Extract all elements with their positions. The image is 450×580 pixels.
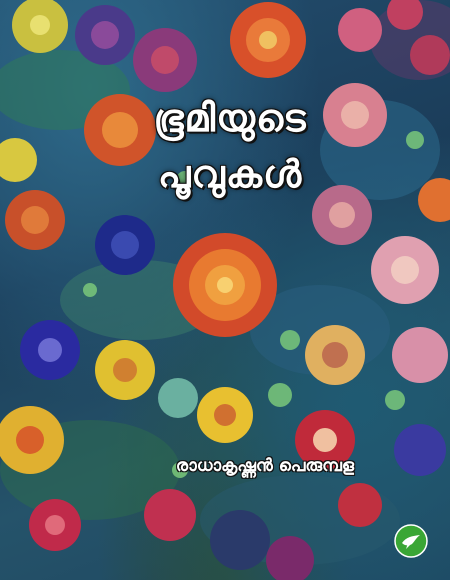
flower: [5, 190, 65, 250]
flower: [338, 483, 382, 527]
flower: [210, 510, 270, 570]
flower: [20, 320, 80, 380]
flower: [230, 2, 306, 78]
flower: [144, 489, 196, 541]
title-line-2: പൂവുകൾ: [157, 152, 303, 196]
book-title: [60, 90, 400, 202]
flower: [95, 215, 155, 275]
flower: [75, 5, 135, 65]
flower: [197, 387, 253, 443]
author-name: രാധാകൃഷ്ണൻ പെരുമ്പള: [175, 456, 355, 476]
flower: [29, 499, 81, 551]
flower: [95, 340, 155, 400]
flower-large-center: [173, 233, 277, 337]
flower: [371, 236, 439, 304]
flower: [12, 0, 68, 53]
title-line-1: ഭൂമിയുടെ: [153, 96, 307, 140]
flower: [305, 325, 365, 385]
dove-logo-icon: [394, 524, 428, 558]
flower: [158, 378, 198, 418]
flower: [392, 327, 448, 383]
flower: [133, 28, 197, 92]
flower: [0, 138, 37, 182]
